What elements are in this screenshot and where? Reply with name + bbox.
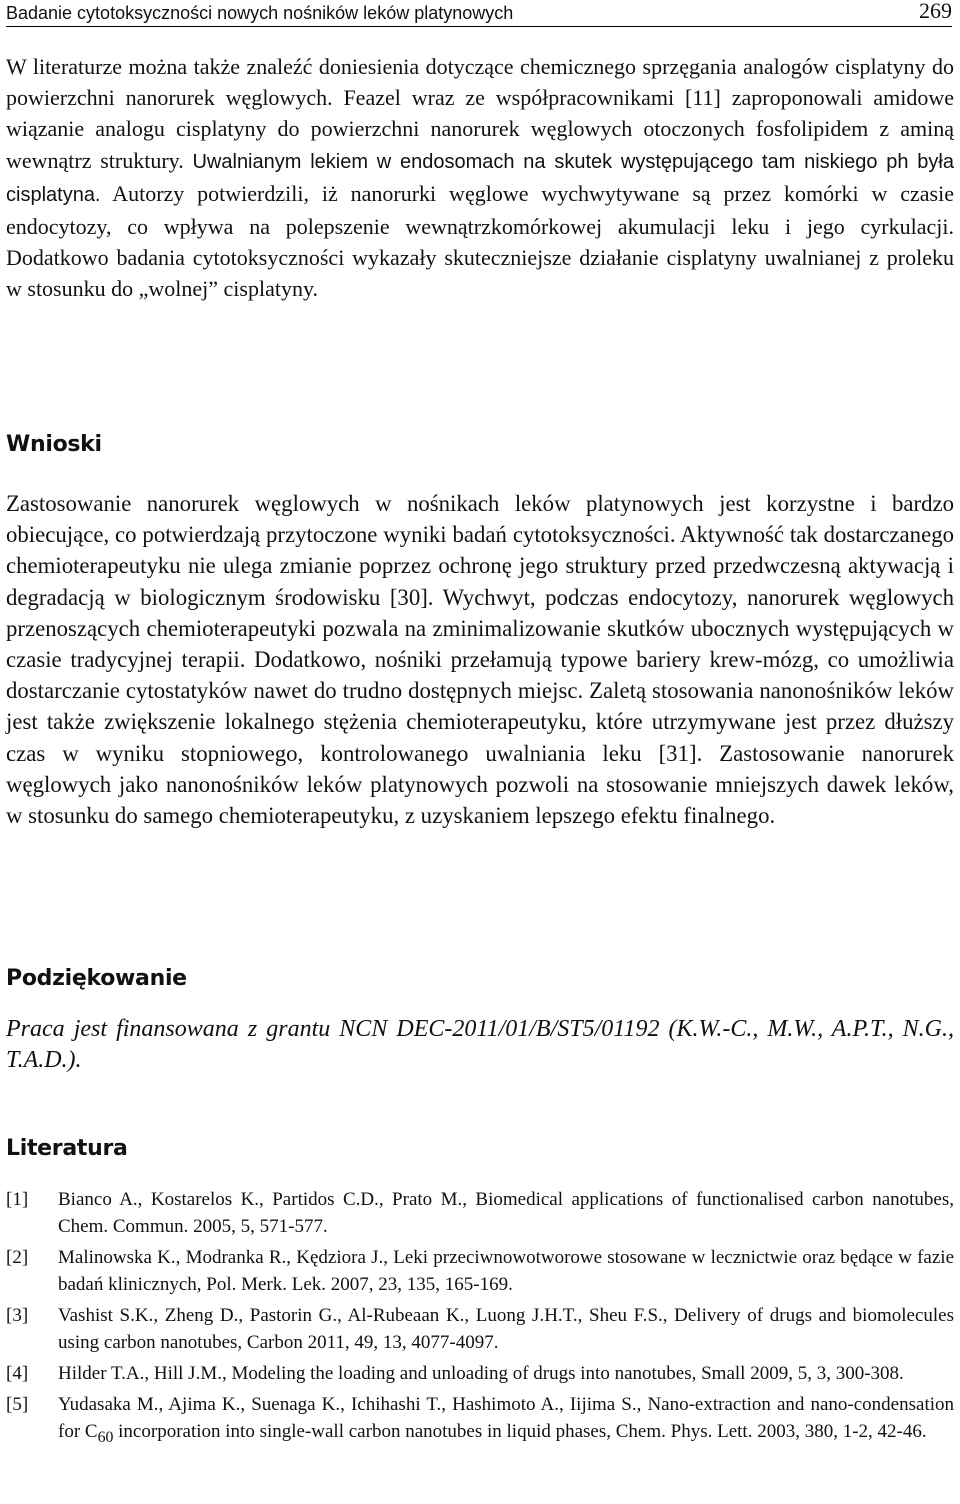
reference-text [58, 1391, 954, 1451]
conclusions-paragraph: Zastosowanie nanorurek węglowych w nośnikach leków platynowych jest korzystne i bardzo obiecujące, co potwierdzają przytoczone wyniki badań cytotoksyczności. Aktywność tak dostarczanego chemioterapeutyku nie ulega zmianie poprzez ochronę jego struktury przed przedwczesną aktywacją i degradacją w biologicznym środowisku [30]. Wychwyt, podczas endocytozy, nanorurek węglowych przenoszących chemioterapeutyki pozwala na zminimalizowanie skutków ubocznych występujących w czasie tradycyjnej terapii. Dodatkowo, nośniki przełamują typowe bariery krew-mózg, co umożliwia dostarczanie cytostatyków nawet do trudno dostępnych miejsc. Zaletą stosowania nanonośników leków jest także zwiększenie lokalnego stężenia chemioterapeutyku, które utrzymywane jest przez dłuższy czas w wyniku stopniowego, kontrolowanego uwalniania leku [31]. Zastosowanie nanorurek węglowych jako nanonośników leków platynowych pozwoli na stosowanie mniejszych dawek leków, w stosunku do samego chemioterapeutyku, z uzyskaniem lepszego efektu finalnego. [6, 491, 954, 829]
reference-text: Bianco A., Kostarelos K., Partidos C.D., Prato M., Biomedical applications of functionalised carbon nanotubes, Chem. Commun. 2005, 5, 571-577. [58, 1189, 954, 1237]
reference-number: [1] [6, 1189, 29, 1210]
references-list [6, 1186, 954, 1455]
reference-item [6, 1244, 954, 1298]
running-header [6, 0, 952, 27]
intro-text-part1: W literaturze można także znaleźć doniesienia dotyczące chemicznego sprzęgania analogów cisplatyny do powierzchni nanorurek węglowych. Feazel wraz ze współpracownikami [11] zaproponowali amidowe wiązanie analogu cisplatyny do powierzchni nanorurek węglowych otoczonych fosfolipidem z aminą wewnątrz struktury. [6, 54, 954, 173]
subscript-60: 60 [97, 1428, 114, 1446]
reference-text-end: incorporation into single-wall carbon nanotubes in liquid phases, Chem. Phys. Lett. 2003, 380, 1-2, 42-46. [113, 1421, 927, 1442]
reference-text: Malinowska K., Modranka R., Kędziora J., Leki przeciwnowotworowe stosowane w lecznictwie oraz będące w fazie badań klinicznych, Pol. Merk. Lek. 2007, 23, 135, 165-169. [58, 1247, 954, 1295]
reference-number: [2] [6, 1247, 29, 1268]
page-number: 269 [919, 0, 952, 23]
reference-item [6, 1391, 954, 1451]
reference-text-start: Yudasaka M., Ajima K., Suenaga K., Ichihashi T., Hashimoto A., Iijima S., Nano-extraction and nano-condensation for C [58, 1394, 954, 1442]
references-heading: Literatura [6, 1136, 128, 1161]
reference-text: Vashist S.K., Zheng D., Pastorin G., Al-Rubeaan K., Luong J.H.T., Sheu F.S., Delivery of drugs and biomolecules using carbon nanotubes, Carbon 2011, 49, 13, 4077-4097. [58, 1305, 954, 1353]
intro-text-part3: Autorzy potwierdzili, iż nanorurki węglowe wychwytywane są przez komórki w czasie endocytozy, co wpływa na polepszenie wewnątrzkomórkowej akumulacji leku i jego cyrkulacji. Dodatkowo badania cytotoksyczności wykazały skuteczniejsze działanie cisplatyny uwalnianej z proleku w stosunku do „wolnej” cisplatyny. [6, 180, 954, 302]
intro-text-part2: Uwalnianym lekiem w endosomach na skutek występującego tam niskiego ph była cisplatyna. [6, 150, 954, 206]
reference-item [6, 1302, 954, 1356]
reference-text: Hilder T.A., Hill J.M., Modeling the loading and unloading of drugs into nanotubes, Small 2009, 5, 3, 300-308. [58, 1363, 904, 1384]
reference-number: [5] [6, 1394, 29, 1415]
intro-paragraph [6, 51, 954, 305]
conclusions-heading: Wnioski [6, 432, 102, 457]
acknowledgment-heading: Podziękowanie [6, 966, 187, 991]
running-title: Badanie cytotoksyczności nowych nośników leków platynowych [6, 3, 514, 23]
reference-item [6, 1360, 954, 1387]
reference-item [6, 1186, 954, 1240]
reference-number: [3] [6, 1305, 29, 1326]
reference-number: [4] [6, 1363, 29, 1384]
acknowledgment-paragraph: Praca jest finansowana z grantu NCN DEC-2011/01/B/ST5/01192 (K.W.-C., M.W., A.P.T., N.G., T.A.D.). [6, 1016, 954, 1073]
